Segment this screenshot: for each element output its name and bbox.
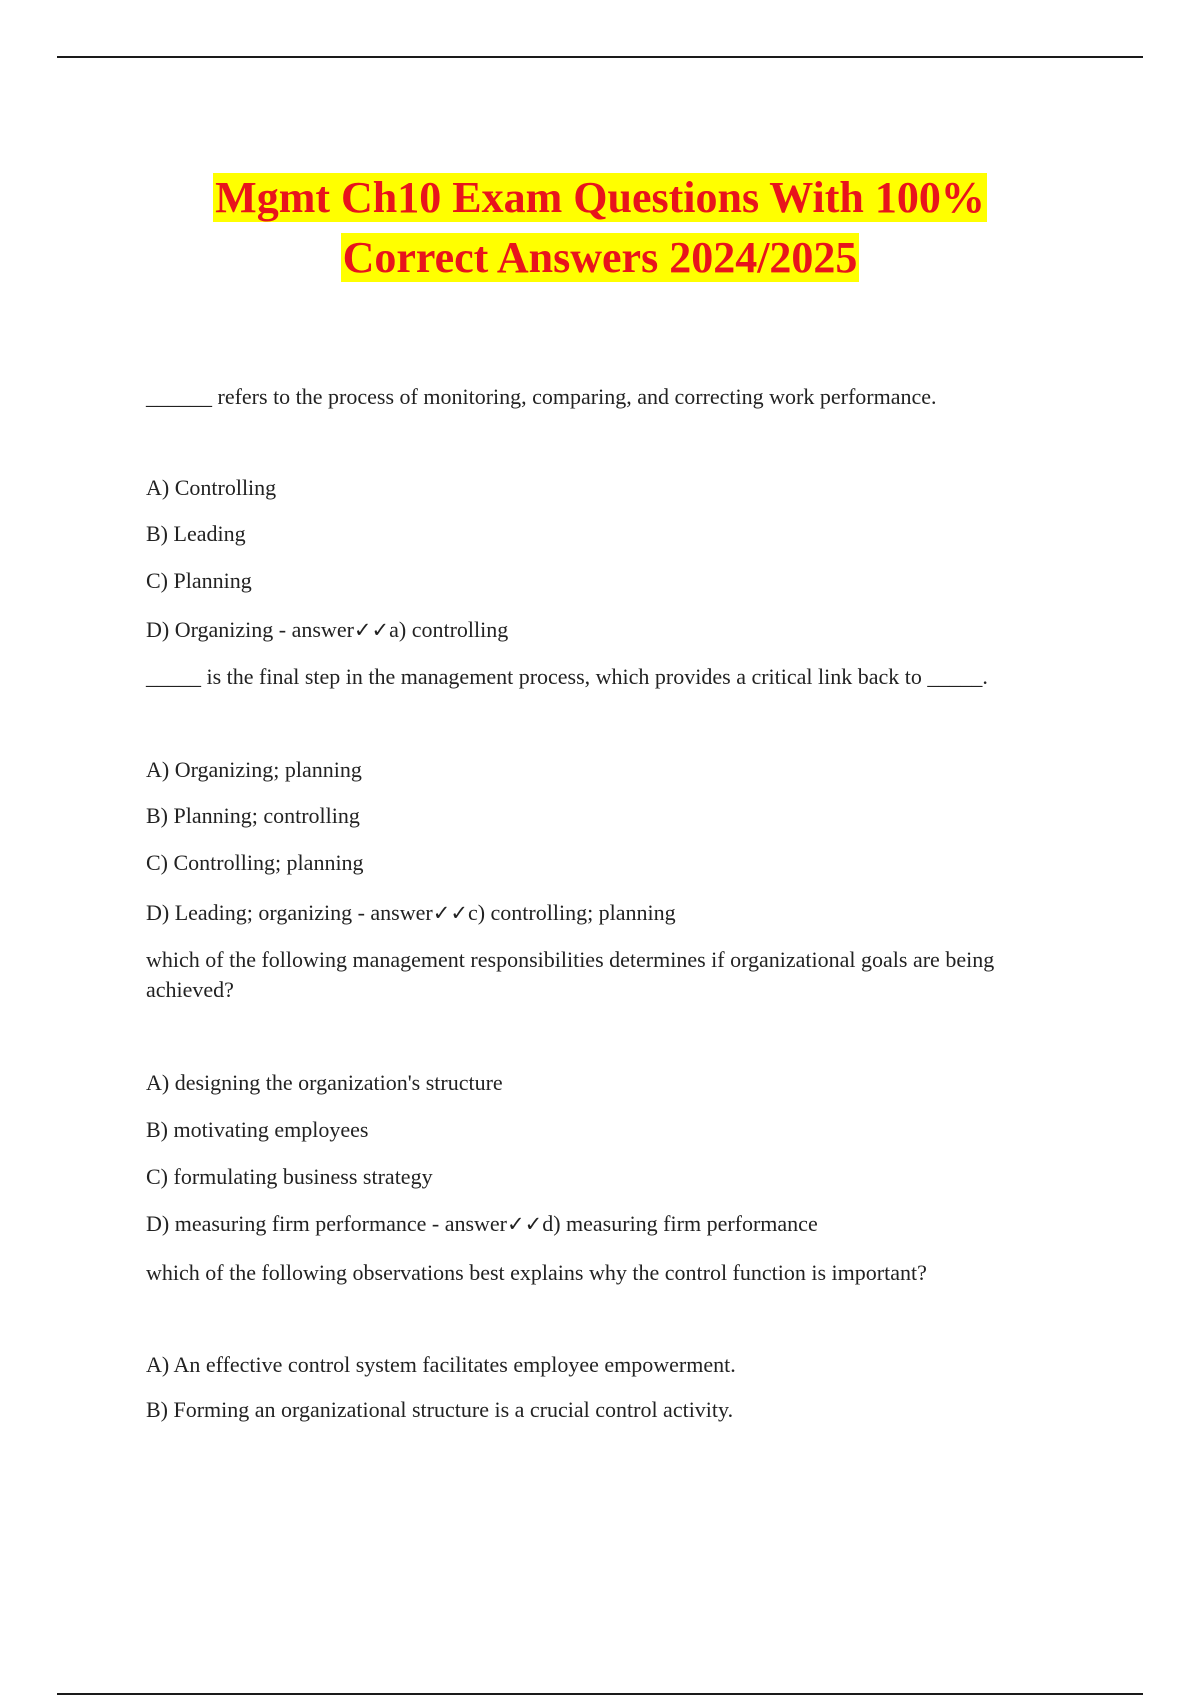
question-3-answer: d) measuring firm performance	[542, 1211, 818, 1236]
bottom-rule	[57, 1693, 1143, 1695]
question-2-option-d	[146, 898, 676, 928]
check-icon: ✓✓	[507, 1212, 543, 1236]
question-1-option-a: A) Controlling	[146, 475, 277, 500]
question-2-option-d-text: D) Leading; organizing - answer	[146, 900, 433, 925]
question-2-option-c: C) Controlling; planning	[146, 850, 364, 875]
question-1-option-d	[146, 615, 508, 645]
question-3-option-b: B) motivating employees	[146, 1117, 369, 1142]
question-4-stem: which of the following observations best explains why the control function is important?	[146, 1260, 927, 1285]
question-3-option-a: A) designing the organization's structure	[146, 1070, 503, 1095]
question-3-option-d-text: D) measuring firm performance - answer	[146, 1211, 508, 1236]
question-4-option-b: B) Forming an organizational structure is a crucial control activity.	[146, 1397, 734, 1422]
question-1-option-b: B) Leading	[146, 521, 246, 546]
question-1-answer: a) controlling	[389, 617, 509, 642]
question-1-stem: ______ refers to the process of monitoring, comparing, and correcting work performance.	[146, 384, 937, 409]
question-3-option-d	[146, 1209, 818, 1239]
question-1-option-d-text: D) Organizing - answer	[146, 617, 354, 642]
question-2-option-b: B) Planning; controlling	[146, 803, 360, 828]
page-title	[0, 168, 1200, 288]
check-icon: ✓✓	[432, 901, 468, 925]
question-4-option-a: A) An effective control system facilitates employee empowerment.	[146, 1352, 736, 1377]
question-3-stem: which of the following management responsibilities determines if organizational goals are being achieved?	[146, 947, 995, 1002]
check-icon: ✓✓	[353, 618, 390, 642]
title-line-2: Correct Answers 2024/2025	[342, 233, 858, 282]
question-2-option-a: A) Organizing; planning	[146, 757, 362, 782]
question-2-stem: _____ is the final step in the management process, which provides a critical link back to _____.	[146, 664, 988, 689]
title-line-1: Mgmt Ch10 Exam Questions With 100%	[215, 173, 985, 222]
top-rule	[57, 56, 1143, 58]
question-1-option-c: C) Planning	[146, 568, 252, 593]
question-3-option-c: C) formulating business strategy	[146, 1164, 433, 1189]
question-2-answer: c) controlling; planning	[467, 900, 676, 925]
